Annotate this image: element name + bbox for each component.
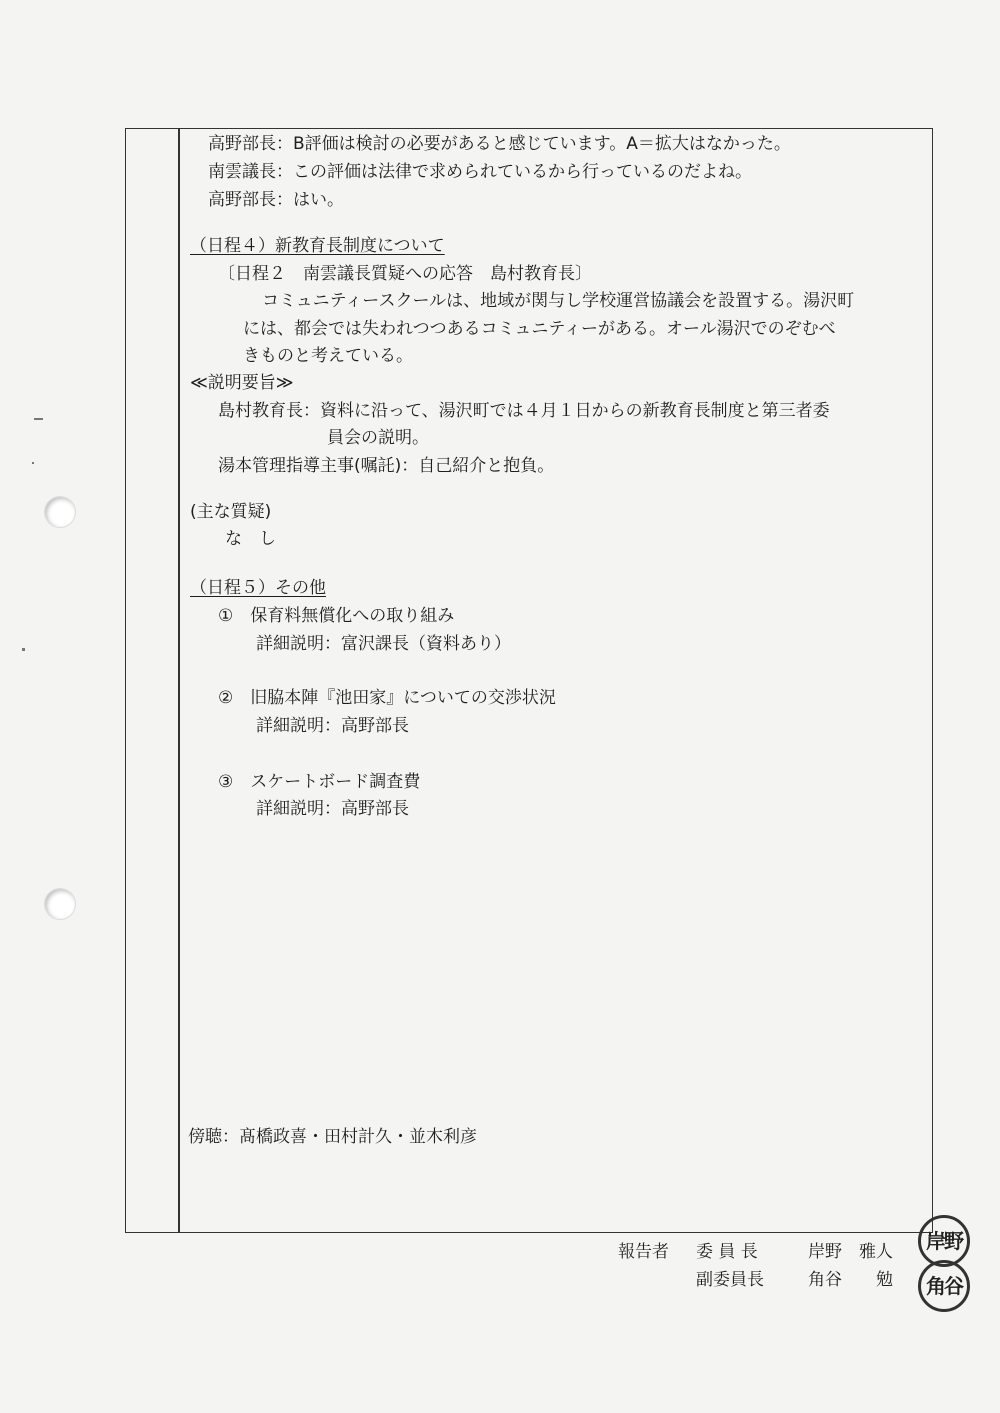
dialogue-text: はい。 [293,190,344,210]
dialogue-speaker: 高野部長： [208,190,293,210]
dialogue-text: この評価は法律で求められているから行っているのだよね。 [293,162,752,182]
agenda4-response-note: 〔日程２ 南雲議長質疑への応答 島村教育長〕 [218,264,592,284]
agenda5-heading: （日程５）その他 [190,578,326,598]
qa-none: な し [225,529,276,549]
vice-chair-role: 副委員長 [696,1270,764,1290]
dialogue-line-3 [208,189,344,211]
chair-name: 岸野 雅人 [808,1242,893,1262]
frame-column-divider [178,128,180,1233]
scan-speck [22,648,25,651]
dialogue-line-1 [208,133,791,155]
summary-line: 湯本管理指導主事(嘱託)：自己紹介と抱負。 [218,456,555,476]
agenda5-item-detail: 詳細説明：富沢課長（資料あり） [256,634,511,654]
dialogue-line-2 [208,161,752,183]
binder-hole-top [44,496,76,528]
binder-hole-bottom [44,888,76,920]
summary-line: 員会の説明。 [327,428,429,448]
scan-speck [32,462,34,464]
reporter-label: 報告者 [618,1242,669,1262]
observers: 傍聴：髙橋政喜・田村計久・並木利彦 [188,1127,477,1147]
agenda4-response-line: には、都会では失われつつあるコミュニティーがある。オール湯沢でのぞむべ [243,319,836,339]
vice-chair-name: 角谷 勉 [808,1270,893,1290]
dialogue-text: B評価は検討の必要があると感じています。A＝拡大はなかった。 [293,134,791,154]
chair-role: 委 員 長 [696,1242,758,1262]
summary-heading: ≪説明要旨≫ [190,373,294,393]
chair-seal-stamp: 岸野 [918,1215,970,1267]
agenda4-response-line: コミュニティースクールは、地域が関与し学校運営協議会を設置する。湯沢町 [262,291,855,311]
agenda5-item-detail: 詳細説明：高野部長 [256,799,409,819]
dialogue-speaker: 高野部長： [208,134,293,154]
agenda4-heading: （日程４）新教育長制度について [190,236,445,256]
agenda4-response-line: きものと考えている。 [243,346,413,366]
vice-chair-seal-stamp: 角谷 [918,1260,970,1312]
agenda5-item-title: ① 保育料無償化への取り組み [218,606,455,626]
agenda5-item-detail: 詳細説明：高野部長 [256,716,409,736]
summary-line: 島村教育長：資料に沿って、湯沢町では４月１日からの新教育長制度と第三者委 [218,401,830,421]
agenda5-item-title: ② 旧脇本陣『池田家』についての交渉状況 [218,688,556,708]
scan-speck [34,418,43,420]
agenda5-item-title: ③ スケートボード調査費 [218,772,421,792]
dialogue-speaker: 南雲議長： [208,162,293,182]
qa-heading: (主な質疑) [190,502,272,522]
